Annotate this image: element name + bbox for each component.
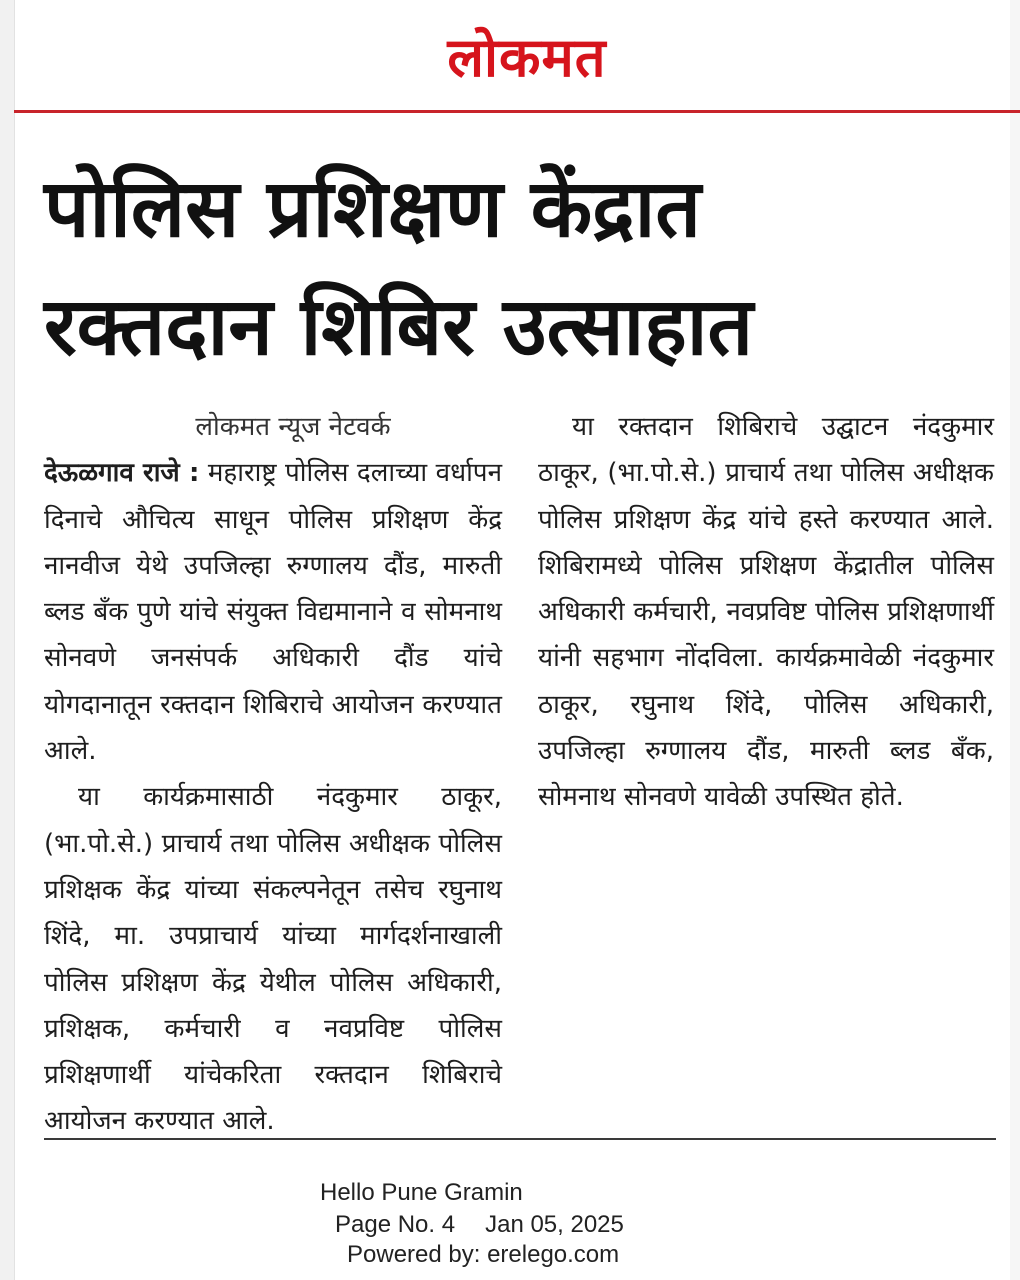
page-number: Page No. 4 [335, 1211, 456, 1238]
article-column-right [538, 404, 994, 821]
byline: लोकमत न्यूज नेटवर्क [195, 412, 391, 442]
powered-by: Powered by: erelego.com [347, 1241, 620, 1268]
paragraph-2: या कार्यक्रमासाठी नंदकुमार ठाकूर, (भा.पो.से.) प्राचार्य तथा पोलिस अधीक्षक पोलिस प्रशिक्षक केंद्र यांच्या संकल्पनेतून तसेच रघुनाथ शिंदे, मा. उपप्राचार्य यांच्या मार्गदर्शनाखाली पोलिस प्रशिक्षण केंद्र येथील पोलिस अधिकारी, प्रशिक्षक, कर्मचारी व नवप्रविष्ट पोलिस प्रशिक्षणार्थी यांचेकरिता रक्तदान शिबिराचे आयोजन करण्यात आले. [44, 782, 502, 1137]
page-left-margin [0, 0, 15, 1280]
headline-line-1: पोलिस प्रशिक्षण केंद्रात [44, 162, 701, 255]
dateline: देऊळगाव राजे : [44, 458, 200, 489]
publication-date: Jan 05, 2025 [485, 1211, 624, 1238]
article-column-left [44, 404, 502, 1145]
article-headline [44, 150, 1004, 386]
paragraph-1 [44, 450, 502, 774]
article-bottom-divider [44, 1138, 996, 1140]
masthead-divider [14, 110, 1020, 113]
paragraph-1-text: महाराष्ट्र पोलिस दलाच्या वर्धापन दिनाचे औचित्य साधून पोलिस प्रशिक्षण केंद्र नानवीज येथे उपजिल्हा रुग्णालय दौंड, मारुती ब्लड बँक पुणे यांचे संयुक्त विद्यमानाने व सोमनाथ सोनवणे जनसंपर्क अधिकारी दौंड यांचे योगदानातून रक्तदान शिबिराचे आयोजन करण्यात आले. [44, 458, 503, 767]
headline-line-2: रक्तदान शिबिर उत्साहात [44, 280, 754, 373]
page-right-margin [1010, 0, 1020, 1280]
edition-name: Hello Pune Gramin [320, 1179, 523, 1206]
paragraph-3: या रक्तदान शिबिराचे उद्घाटन नंदकुमार ठाकूर, (भा.पो.से.) प्राचार्य तथा पोलिस अधीक्षक पोलिस प्रशिक्षण केंद्र यांचे हस्ते करण्यात आले. शिबिरामध्ये पोलिस प्रशिक्षण केंद्रातील पोलिस अधिकारी कर्मचारी, नवप्रविष्ट पोलिस प्रशिक्षणार्थी यांनी सहभाग नोंदविला. कार्यक्रमावेळी नंदकुमार ठाकूर, रघुनाथ शिंदे, पोलिस अधिकारी, उपजिल्हा रुग्णालय दौंड, मारुती ब्लड बँक, सोमनाथ सोनवणे यावेळी उपस्थित होते. [538, 412, 994, 813]
lokmat-logo: लोकमत [447, 26, 607, 89]
page-info [335, 1210, 624, 1239]
newspaper-masthead [14, 18, 1020, 98]
